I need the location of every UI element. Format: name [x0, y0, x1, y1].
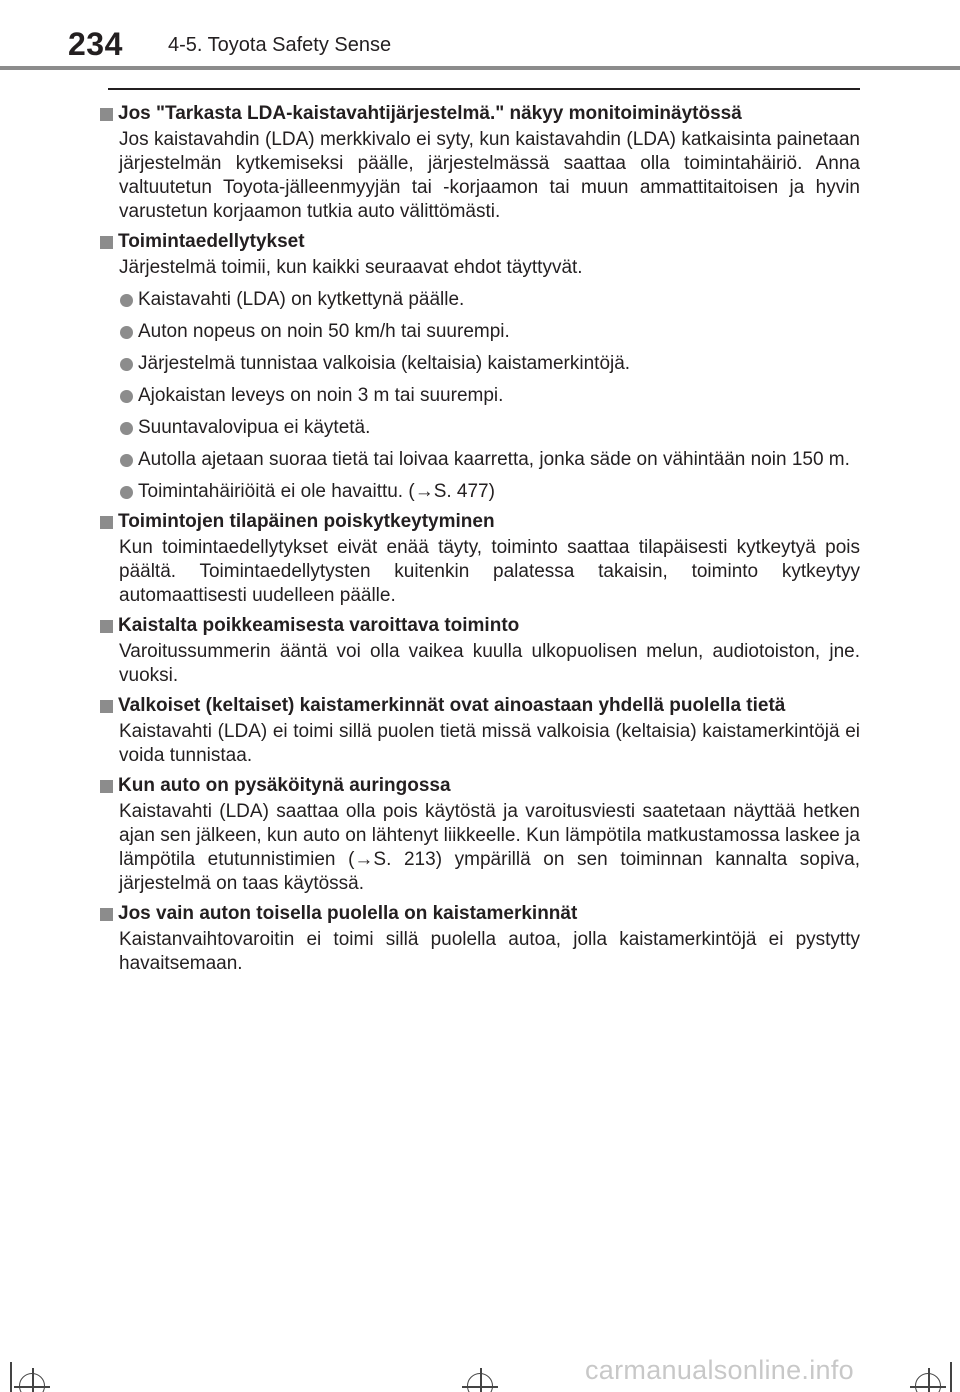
section-heading-text: Jos "Tarkasta LDA-kaistavahtijärjestelmä." näkyy monitoiminäytössä — [118, 103, 742, 124]
section-heading — [100, 100, 860, 128]
section-paragraph: Jos kaistavahdin (LDA) merkkivalo ei syty, kun kaistavahdin (LDA) katkaisinta painetaan järjestelmän kytkemiseksi päälle, järjestelmässä saattaa olla toimintahäiriö. Anna valtuutetun Toyota-jälleenmyyjän tai -korjaamon tai muun ammattitaitoisen ja hyvin varustetun korjaamon tutkia auto välittömästi. — [119, 129, 860, 222]
circle-bullet-icon — [120, 454, 133, 467]
header-rule — [0, 66, 960, 70]
list-item — [100, 448, 860, 472]
section-heading-text: Jos vain auton toisella puolella on kaistamerkinnät — [118, 903, 578, 924]
square-bullet-icon — [100, 516, 113, 529]
list-item-text: Autolla ajetaan suoraa tietä tai loivaa kaarretta, jonka säde on vähintään noin 150 m. — [138, 449, 850, 470]
page-number: 234 — [68, 26, 123, 62]
section-heading — [100, 772, 860, 800]
list-item-text: Toimintahäiriöitä ei ole havaittu. (→S. 477) — [138, 481, 495, 502]
list-item — [100, 384, 860, 408]
section-paragraph: Järjestelmä toimii, kun kaikki seuraavat ehdot täyttyvät. — [119, 257, 583, 278]
section-heading — [100, 900, 860, 928]
section-heading-text: Toimintojen tilapäinen poiskytkeytyminen — [118, 511, 495, 532]
section-paragraph: Kaistavahti (LDA) ei toimi sillä puolen tietä missä valkoisia (keltaisia) kaistamerkintöjä ei voida tunnistaa. — [119, 721, 860, 766]
list-item-text: Auton nopeus on noin 50 km/h tai suurempi. — [138, 321, 510, 342]
square-bullet-icon — [100, 108, 113, 121]
circle-bullet-icon — [120, 358, 133, 371]
list-item — [100, 416, 860, 440]
list-item-text: Kaistavahti (LDA) on kytkettynä päälle. — [138, 289, 465, 310]
section-heading-text: Toimintaedellytykset — [118, 231, 305, 252]
list-item — [100, 320, 860, 344]
page-header — [0, 0, 960, 70]
section-paragraph: Kun toimintaedellytykset eivät enää täyty, toiminto saattaa tilapäisesti kytkeytyä pois päältä. Toimintaedellytysten kuitenkin palatessa takaisin, toiminto kytkeytyy automaattisesti uudelleen päälle. — [119, 537, 860, 606]
content-top-rule — [108, 88, 860, 90]
watermark: carmanualsonline.info — [585, 1355, 854, 1385]
section-heading — [100, 228, 860, 256]
section-paragraph: Kaistavahti (LDA) saattaa olla pois käytöstä ja varoitusviesti saatetaan näyttää hetken ajan sen jälkeen, kun auto on lähtenyt liikkeelle. Kun lämpötila matkustamossa laskee ja lämpötila etutunnistimien (→S. 213) ympärillä on sen toiminnan kannalta sopiva, järjestelmä on taas käytössä. — [119, 801, 860, 894]
square-bullet-icon — [100, 700, 113, 713]
circle-bullet-icon — [120, 390, 133, 403]
square-bullet-icon — [100, 620, 113, 633]
section-paragraph: Kaistanvaihtovaroitin ei toimi sillä puolella autoa, jolla kaistamerkintöjä ei pystytty havaitsemaan. — [119, 929, 860, 974]
section-heading — [100, 508, 860, 536]
square-bullet-icon — [100, 908, 113, 921]
list-item — [100, 480, 860, 504]
square-bullet-icon — [100, 236, 113, 249]
section-heading-text: Valkoiset (keltaiset) kaistamerkinnät ovat ainoastaan yhdellä puolella tietä — [118, 695, 786, 716]
section-paragraph: Varoitussummerin ääntä voi olla vaikea kuulla ulkopuolisen melun, audiotoiston, jne. vuoksi. — [119, 641, 860, 686]
circle-bullet-icon — [120, 326, 133, 339]
square-bullet-icon — [100, 780, 113, 793]
circle-bullet-icon — [120, 486, 133, 499]
section-heading — [100, 692, 860, 720]
list-item-text: Suuntavalovipua ei käytetä. — [138, 417, 371, 438]
circle-bullet-icon — [120, 422, 133, 435]
list-item-text: Ajokaistan leveys on noin 3 m tai suurempi. — [138, 385, 504, 406]
section-heading-text: Kaistalta poikkeamisesta varoittava toiminto — [118, 615, 520, 636]
section-title: 4-5. Toyota Safety Sense — [168, 34, 392, 56]
content-body — [100, 96, 860, 979]
list-item — [100, 288, 860, 312]
list-item — [100, 352, 860, 376]
circle-bullet-icon — [120, 294, 133, 307]
section-heading-text: Kun auto on pysäköitynä auringossa — [118, 775, 451, 796]
list-item-text: Järjestelmä tunnistaa valkoisia (keltaisia) kaistamerkintöjä. — [138, 353, 631, 374]
section-heading — [100, 612, 860, 640]
